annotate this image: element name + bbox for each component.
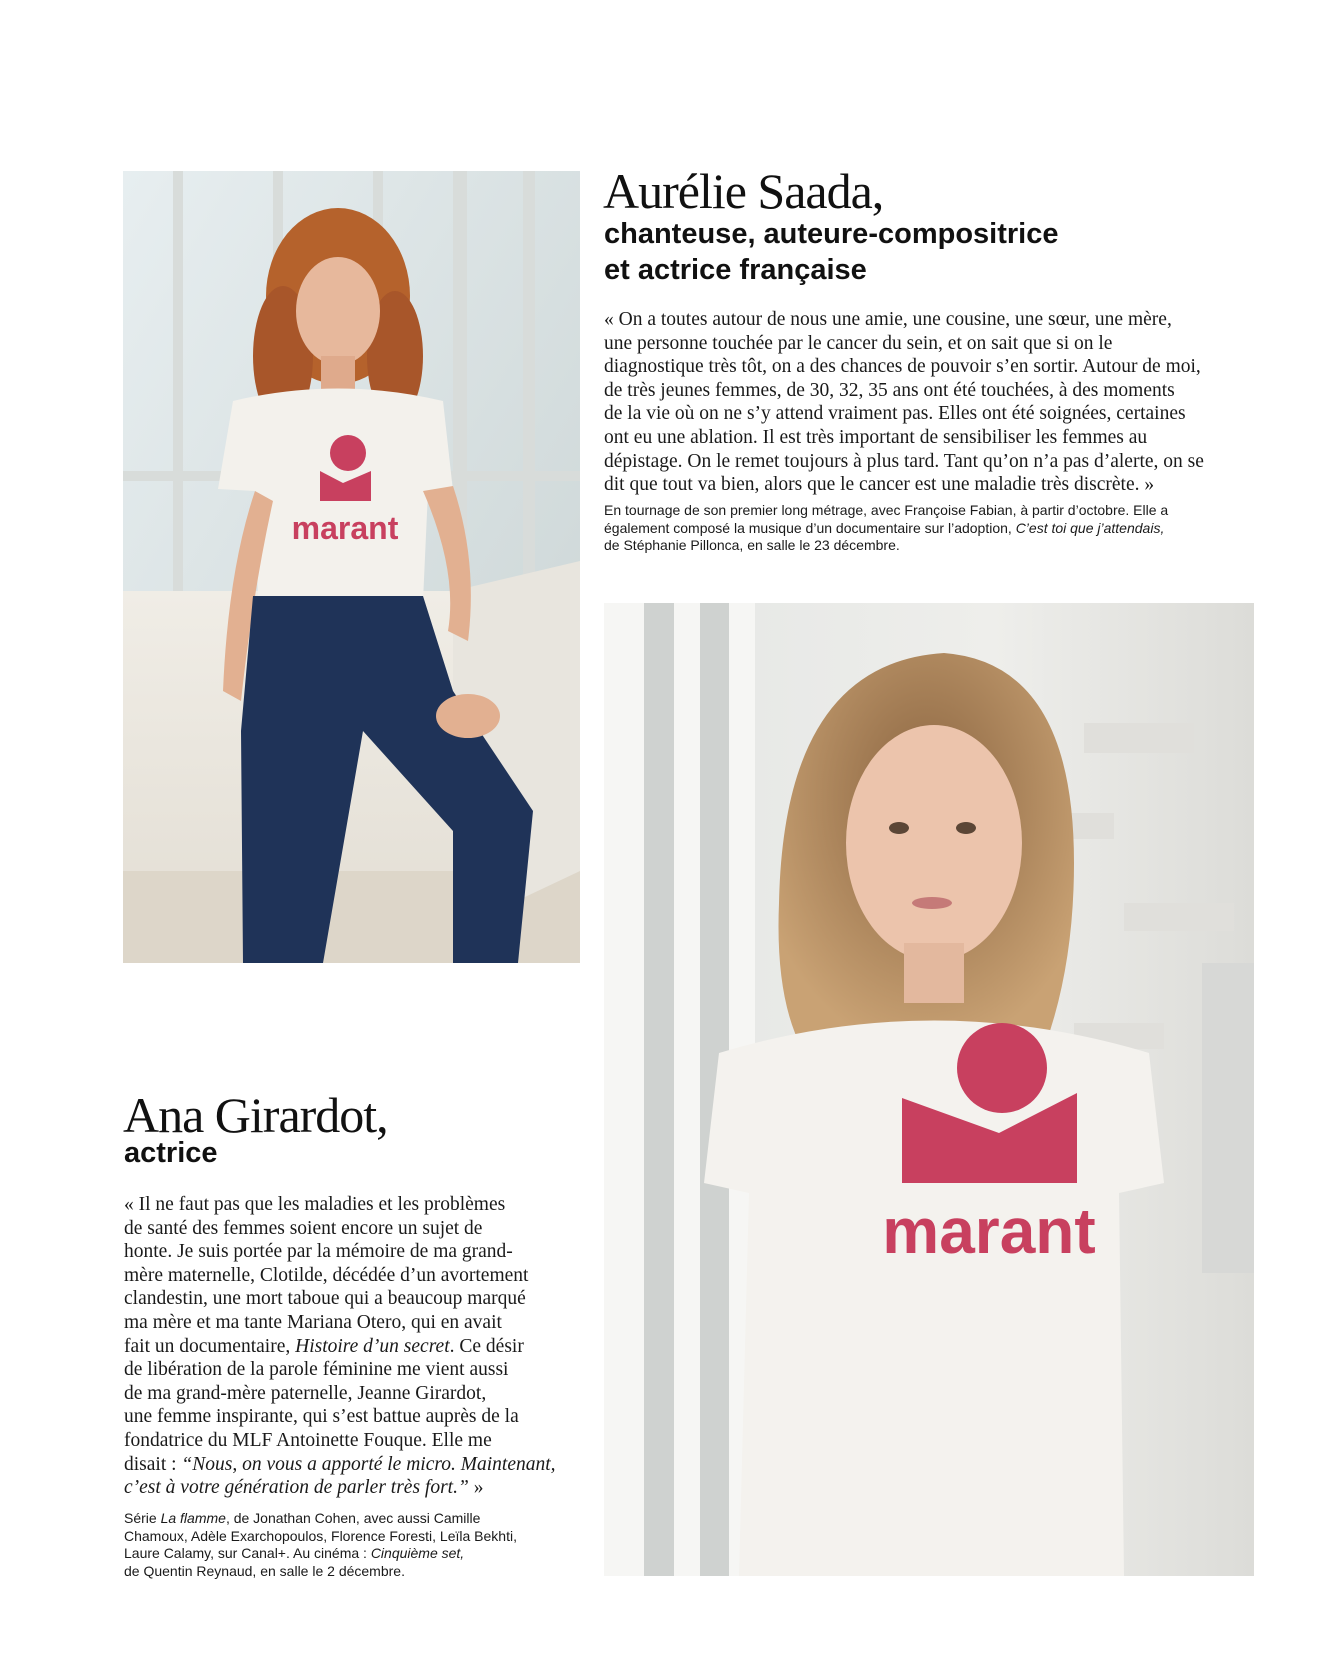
quote-text: » [468, 1477, 484, 1499]
quote-text: . Ce désir [449, 1335, 524, 1357]
caption-text: également composé la musique d’un documentaire sur l’adoption, [604, 519, 1016, 536]
quote-line: dit que tout va bien, alors que le cancer est une maladie très discrète. » [604, 474, 1155, 496]
quote-line: ont eu une ablation. Il est très important de sensibiliser les femmes au [604, 426, 1148, 448]
profile-name-aurelie-saada: Aurélie Saada, [603, 163, 884, 219]
quote-citation: “Nous, on vous a apporté le micro. Maintenant, [181, 1453, 556, 1475]
quote-ana-girardot [124, 1193, 556, 1500]
caption-line [604, 520, 1168, 538]
profile-name-ana-girardot: Ana Girardot, [123, 1087, 388, 1143]
quote-line: une personne touchée par le cancer du sein, et on sait que si on le [604, 332, 1113, 354]
quote-line: de ma grand-mère paternelle, Jeanne Girardot, [124, 1382, 487, 1404]
caption-text: , de Jonathan Cohen, avec aussi Camille [225, 1510, 481, 1526]
quote-line: une femme inspirante, qui s’est battue auprès de la [124, 1406, 519, 1428]
quote-line [124, 1476, 556, 1500]
profile-role-aurelie-saada [604, 216, 1164, 288]
caption-line: En tournage de son premier long métrage, avec Françoise Fabian, à partir d’octobre. Elle a [604, 502, 1169, 518]
quote-line: de très jeunes femmes, de 30, 32, 35 ans ont été touchées, à des moments [604, 379, 1175, 401]
quote-documentary-title: Histoire d’un secret [295, 1335, 450, 1357]
caption-series-title: La flamme [160, 1510, 226, 1526]
caption-line [124, 1545, 517, 1563]
photo-aurelie-saada [123, 171, 580, 963]
quote-line [124, 1335, 556, 1359]
caption-line: Chamoux, Adèle Exarchopoulos, Florence Foresti, Leïla Bekhti, [124, 1527, 517, 1544]
quote-line: « On a toutes autour de nous une amie, une cousine, une sœur, une mère, [604, 309, 1172, 330]
caption-film-title: C’est toi que j’attendais, [1015, 519, 1165, 536]
quote-line: clandestin, une mort taboue qui a beaucoup marqué [124, 1288, 526, 1310]
quote-line: fondatrice du MLF Antoinette Fouque. Elle me [124, 1429, 492, 1451]
quote-line: dépistage. On le remet toujours à plus tard. Tant qu’on n’a pas d’alerte, on se [604, 450, 1204, 472]
caption-film-title: Cinquième set, [370, 1545, 465, 1561]
quote-line: « Il ne faut pas que les maladies et les problèmes [124, 1194, 506, 1215]
shirt-logo-text-1: marant [291, 510, 399, 546]
photo-ana-girardot [604, 603, 1254, 1576]
quote-line: diagnostique très tôt, on a des chances de pouvoir s’en sortir. Autour de moi, [604, 356, 1201, 378]
quote-line: de libération de la parole féminine me vient aussi [124, 1359, 509, 1381]
quote-line: ma mère et ma tante Mariana Otero, qui en avait [124, 1311, 502, 1333]
caption-text: Laure Calamy, sur Canal+. Au cinéma : [124, 1545, 371, 1561]
quote-line: honte. Je suis portée par la mémoire de ma grand- [124, 1241, 513, 1263]
role-line: chanteuse, auteure-compositrice [604, 218, 1059, 250]
quote-line: mère maternelle, Clotilde, décédée d’un avortement [124, 1264, 529, 1286]
caption-line: de Stéphanie Pillonca, en salle le 23 décembre. [604, 537, 900, 553]
caption-line [124, 1510, 517, 1528]
quote-text: disait : [124, 1453, 182, 1475]
quote-citation: c’est à votre génération de parler très fort.” [124, 1477, 469, 1499]
quote-aurelie-saada [604, 308, 1204, 497]
profile-role-ana-girardot: actrice [124, 1137, 218, 1169]
quote-line [124, 1453, 556, 1477]
caption-text: Série [124, 1510, 161, 1526]
quote-text: fait un documentaire, [124, 1335, 296, 1357]
role-line: et actrice française [604, 254, 867, 286]
caption-ana-girardot [124, 1510, 517, 1580]
quote-line: de la vie où on ne s’y attend vraiment pas. Elles ont été soignées, certaines [604, 403, 1186, 425]
caption-line: de Quentin Reynaud, en salle le 2 décembre. [124, 1562, 405, 1579]
quote-line: de santé des femmes soient encore un sujet de [124, 1217, 483, 1239]
shirt-logo-text-2: marant [882, 1195, 1096, 1267]
caption-aurelie-saada [604, 502, 1168, 555]
